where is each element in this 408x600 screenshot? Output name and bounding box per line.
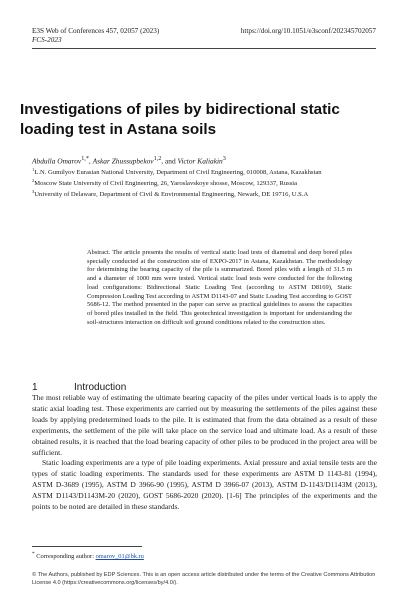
footnote-label: Corresponding author: [36,553,96,561]
affiliation-text: L.N. Gumilyov Eurasian National University, Department of Civil Engineering, 010008, Astana, Kazakhstan [34,169,322,176]
section-heading [32,382,232,393]
author-list [32,155,372,165]
affiliation-text: Moscow State University of Civil Engineering, 26, Yaroslavskoye shosse, Moscow, 129337, Russia [34,180,298,188]
affiliation-text: University of Delaware, Department of Civil & Environmental Engineering, Newark, DE 19716, U.S.A [34,191,309,199]
footnote [32,550,332,561]
running-header [32,27,376,51]
body-paragraph: The most reliable way of estimating the ultimate bearing capacity of the piles under vertical loads is to apply the static axial loading test. These experiments are carried out by measuring the settlements of the piles against these loads by applying predetermined loads to the pile. It is estimated that from the data obtained as a result of these experiments, the settlement of the pile will take place on the service load and ultimate load. As a result of these obtained results, it is reached that the load bearing capacity of other piles to be produced in the project area will be sufficient. [32,393,377,457]
affiliation-list [32,169,377,203]
email-link[interactable]: omarov_01@bk.ru [95,553,144,561]
affiliation-marker: 1 [32,167,35,172]
author-affiliation-marker: 3 [222,156,226,162]
author-affiliation-marker: 1,* [81,156,89,162]
author-affiliation-marker: 1,2 [153,156,162,162]
doi-link[interactable]: https://doi.org/10.1051/e3sconf/202345702057 [240,27,376,35]
conference-name: FCS-2023 [32,36,62,44]
author-name: Victor Kaliakin [177,156,223,166]
section-number: 1 [32,382,38,394]
paper-title: Investigations of piles by bidirectional static loading test in Astana soils [20,101,340,138]
abstract: Abstract. The article presents the results of vertical static load tests of diametral and deep bored piles specially conducted at the construction site of EXPO-2017 in Astana, Kazakhstan. The methodology for determining the bearing capacity of the pile is summarized. Bored piles with a length of 31.5 m and a diameter of 1000 mm were tested. Vertical static load tests were conducted for the following load configurations: Bidirectional Static Loading Test (according to ASTM D8169), Static Compression Loading Test according to ASTM D1143-07 and Static Loading Test according to GOST 5686-12. The method presented in the paper can serve as practical guidelines to assess the capacities of bored piles installed in the field. This geotechnical investigation is important for understanding the soil-structures interaction on difficult soil ground conditions related to the construction sites. [87,249,352,326]
affiliation [32,180,377,188]
body-paragraph: Static loading experiments are a type of pile loading experiments. Axial pressure and axial tensile tests are the types of static loading experiments. The standards used for these experiments are ASTM D 1143-81 (1994), ASTM D-3689 (1995), ASTM D 3966-90 (1995), ASTM D 3966-07 (2013), ASTM D-1143/D1143M (2013), ASTM D1143/D1143M-20 (2020), GOST 5686-2020 (2020). [1-6] The principles of the experiments and the points to be noted are detailed in these standards. [32,458,377,512]
author-separator: , and [161,156,178,166]
journal-citation: E3S Web of Conferences 457, 02057 (2023) [32,27,160,35]
affiliation-marker: 2 [32,178,35,184]
affiliation [32,191,377,199]
author-name: Abdulla Omarov [32,156,82,166]
license-notice: © The Authors, published by EDP Sciences. This is an open access article distributed under the terms of the Creative Commons Attribution License 4.0 (https://creativecommons.org/licenses/by/4.0/). [32,572,376,586]
section-body [32,393,377,513]
author-separator: , [88,156,93,166]
affiliation-marker: 3 [32,189,35,195]
footnote-marker: * [32,551,35,557]
affiliation [32,169,377,177]
footnote-rule [32,546,142,547]
section-title: Introduction [74,382,127,394]
header-rule [32,48,376,49]
header-left [32,27,159,45]
author-name: Askar Zhussupbekov [92,156,154,166]
